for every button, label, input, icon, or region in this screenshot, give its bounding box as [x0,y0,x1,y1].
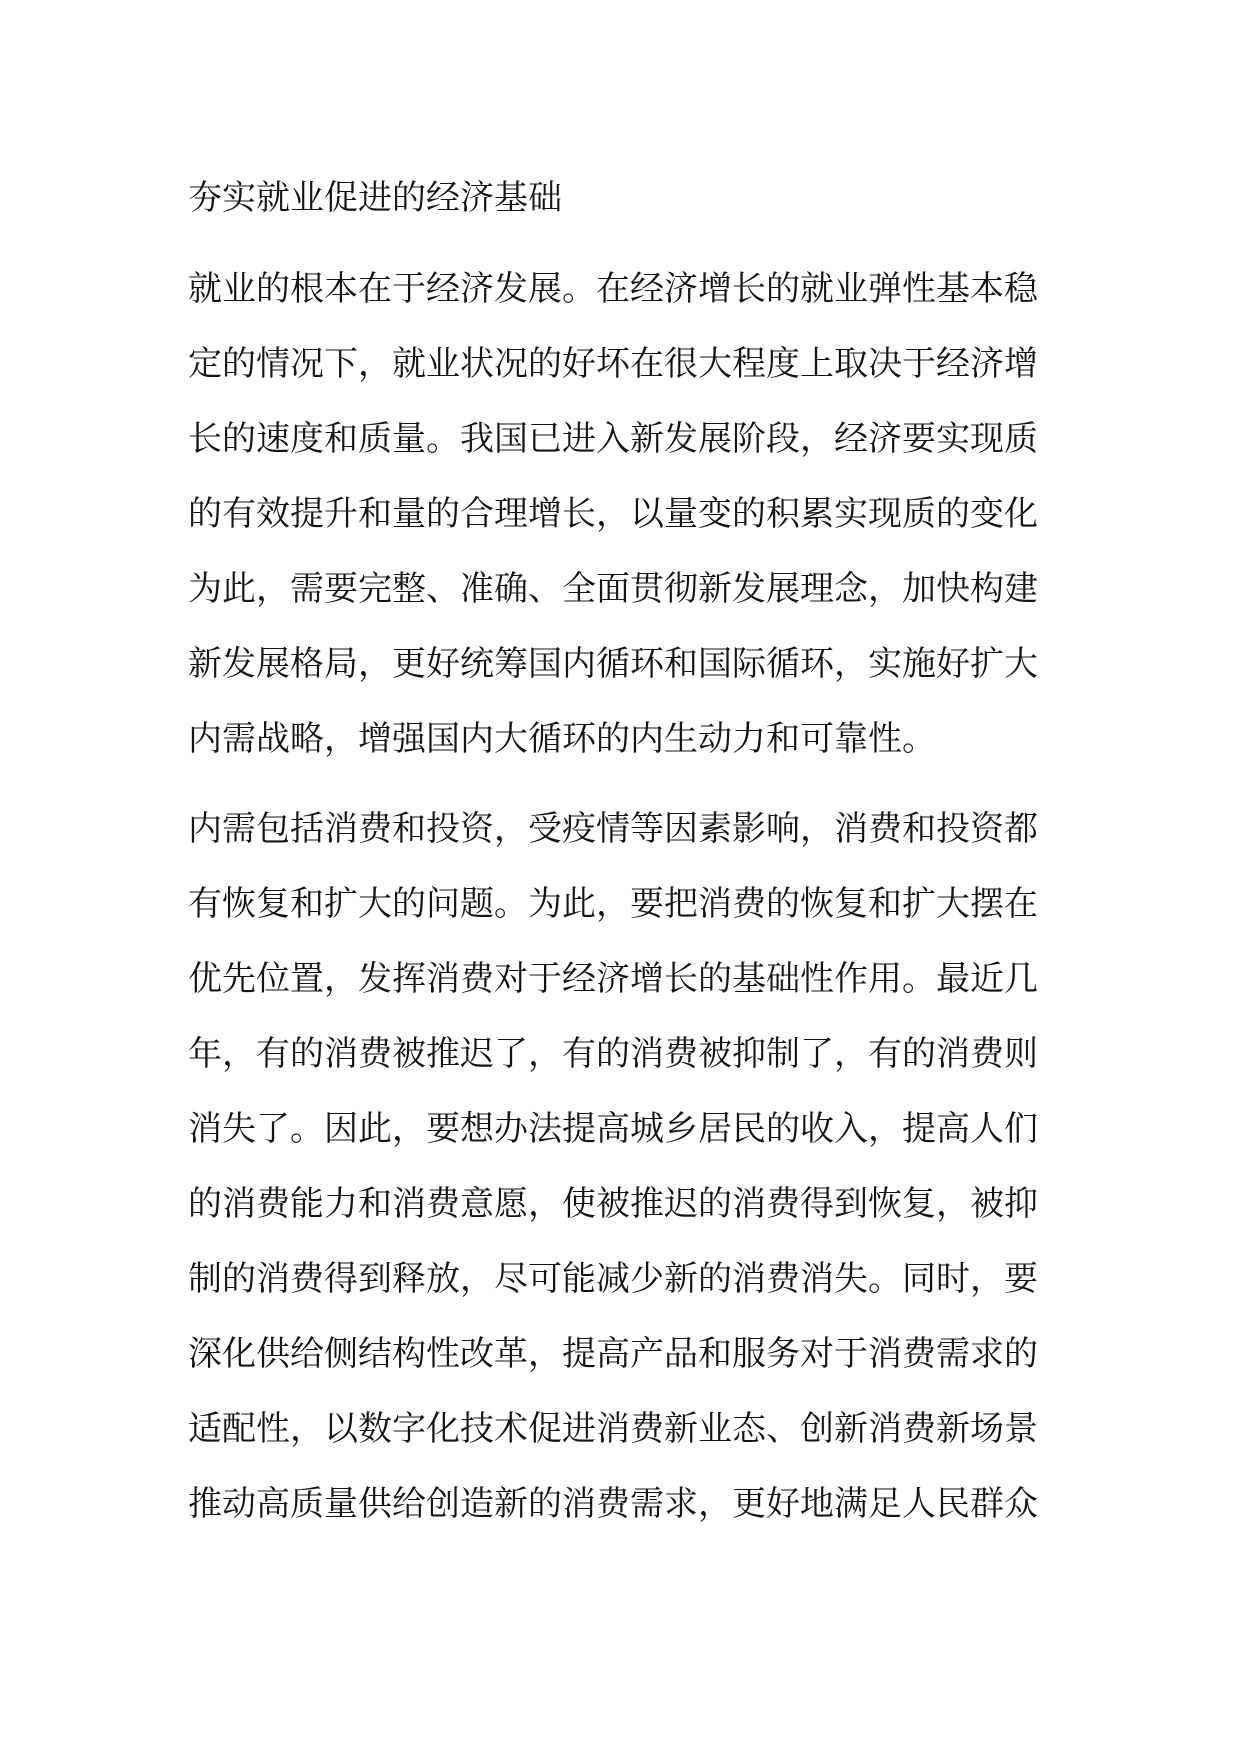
paragraph-line: 制的消费得到释放，尽可能减少新的消费消失。同时，要 [188,1259,1038,1299]
document-title: 夯实就业促进的经济基础 [188,178,562,218]
paragraph-line: 长的速度和质量。我国已进入新发展阶段，经济要实现质 [188,419,1038,459]
paragraph-2 [188,792,1038,1542]
paragraph-line: 的消费能力和消费意愿，使被推迟的消费得到恢复，被抑 [188,1184,1038,1224]
paragraph-line: 深化供给侧结构性改革，提高产品和服务对于消费需求的 [188,1334,1038,1374]
paragraph-1 [188,252,1038,777]
paragraph-line: 优先位置，发挥消费对于经济增长的基础性作用。最近几 [188,959,1038,999]
paragraph-line: 定的情况下，就业状况的好坏在很大程度上取决于经济增 [188,344,1038,384]
paragraph-line: 内需战略，增强国内大循环的内生动力和可靠性。 [188,719,936,759]
paragraph-line: 适配性，以数字化技术促进消费新业态、创新消费新场景 [188,1409,1038,1449]
paragraph-line: 为此，需要完整、准确、全面贯彻新发展理念，加快构建 [188,569,1038,609]
paragraph-line: 有恢复和扩大的问题。为此，要把消费的恢复和扩大摆在 [188,884,1038,924]
paragraph-line: 新发展格局，更好统筹国内循环和国际循环，实施好扩大 [188,644,1038,684]
paragraph-line: 消失了。因此，要想办法提高城乡居民的收入，提高人们 [188,1109,1038,1149]
paragraph-line: 推动高质量供给创造新的消费需求，更好地满足人民群众 [188,1484,1038,1524]
paragraph-line: 年，有的消费被推迟了，有的消费被抑制了，有的消费则 [188,1034,1038,1074]
paragraph-line: 就业的根本在于经济发展。在经济增长的就业弹性基本稳 [188,269,1038,309]
paragraph-line: 内需包括消费和投资，受疫情等因素影响，消费和投资都 [188,809,1038,849]
paragraph-line: 的有效提升和量的合理增长，以量变的积累实现质的变化 [188,494,1038,534]
